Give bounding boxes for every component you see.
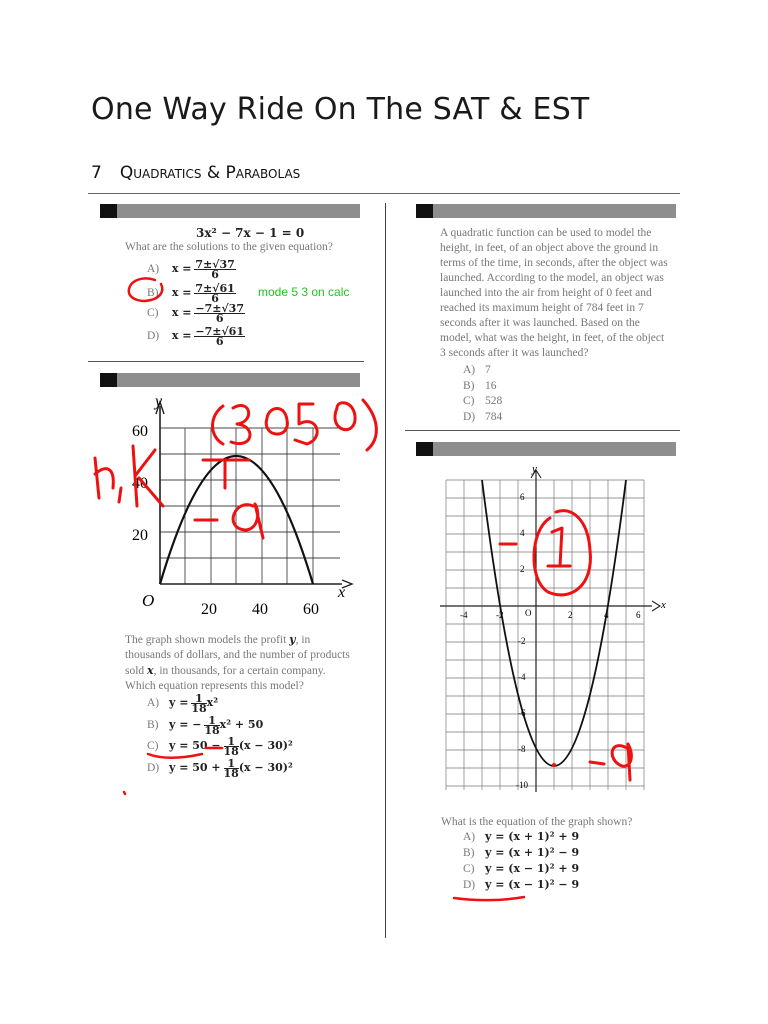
question-number-box xyxy=(416,204,433,218)
q4-choice-a[interactable]: A) y = (x + 1)² + 9 xyxy=(463,830,580,843)
section-title: Quadratics & Parabolas xyxy=(119,163,301,183)
q4-y-label: y xyxy=(532,463,537,475)
q4-y-tick: -4 xyxy=(518,672,526,682)
question-number-box xyxy=(100,204,117,218)
q1-choice-c[interactable]: C) x = $\frac{-7\pm√37}{6}$ xyxy=(147,302,244,325)
right-block-divider xyxy=(405,430,680,431)
q4-y-tick: -8 xyxy=(518,744,526,754)
q3-choice-a[interactable]: A) y = $\frac{1}{18}$ x² xyxy=(147,692,219,715)
question-header-bar xyxy=(100,204,360,218)
q4-choice-c[interactable]: C) y = (x − 1)² + 9 xyxy=(463,862,580,875)
q1-prompt: What are the solutions to the given equation? xyxy=(125,241,333,253)
q4-x-tick: 2 xyxy=(568,610,573,620)
q2-choice-c[interactable]: C) 528 xyxy=(463,395,503,407)
q4-handwriting-ink xyxy=(490,500,670,790)
section-number: 7 xyxy=(91,163,102,183)
q4-x-label: x xyxy=(661,599,666,611)
question-header-bar xyxy=(416,204,676,218)
q4-y-tick: -6 xyxy=(518,708,526,718)
q4-y-tick: -2 xyxy=(518,636,526,646)
q4-x-tick: -2 xyxy=(496,610,504,620)
q4-origin-label: O xyxy=(525,608,532,618)
q2-choices xyxy=(463,363,502,425)
q1-choice-b[interactable]: B) x = $\frac{7\pm√61}{6}$ xyxy=(147,282,235,305)
q3-x-tick: 60 xyxy=(303,601,319,618)
q4-prompt: What is the equation of the graph shown? xyxy=(441,816,633,828)
calculator-note: mode 5 3 on calc xyxy=(258,285,350,299)
q3-handwriting-ink xyxy=(85,378,385,568)
q1-choice-a[interactable]: A) x = $\frac{7\pm√37}{6}$ xyxy=(147,258,235,281)
question-header-bar xyxy=(416,442,676,456)
q4-y-tick: 6 xyxy=(520,492,525,502)
q3-prompt: The graph shown models the profit y, in thousands of dollars, and the number of products sold x, in thousands, for a certain company. Which equation represents this model? xyxy=(125,633,350,692)
q3-origin-label: O xyxy=(142,591,155,610)
q4-y-tick: 4 xyxy=(520,528,525,538)
q2-choice-b[interactable]: B) 16 xyxy=(463,379,497,392)
q4-y-tick: 2 xyxy=(520,564,525,574)
q3-choice-d[interactable]: D) y = 50 + $\frac{1}{18}$ (x − 30)² xyxy=(147,757,293,780)
section-heading xyxy=(91,163,300,183)
q3-x-label: x xyxy=(338,584,346,601)
column-divider xyxy=(385,203,386,938)
q3-y-tick: 20 xyxy=(132,527,148,544)
q3-y-tick: 40 xyxy=(132,475,148,492)
left-block-divider xyxy=(88,361,364,362)
q3-answer-underline-ink xyxy=(110,736,240,796)
q2-prompt: A quadratic function can be used to model the height, in feet, of an object above the ground in terms of the time, in seconds, after the object was launched. According to the model, an object was launched into the air from height of 0 feet and reached its maximum height of 784 feet in 7 seconds after it was launched. Based on the model, what was the height, in feet, of the object 3 seconds after it was launched? xyxy=(440,227,668,359)
q1-answer-circle-ink xyxy=(125,276,175,306)
q3-var-y: y xyxy=(289,633,296,646)
section-divider xyxy=(88,193,680,194)
q3-x-tick: 20 xyxy=(201,601,217,618)
q4-choices xyxy=(463,829,579,893)
q3-x-tick: 40 xyxy=(252,601,268,618)
q4-choice-d[interactable]: D) y = (x − 1)² − 9 xyxy=(463,878,580,891)
question-number-box xyxy=(416,442,433,456)
document-title: One Way Ride On The SAT & EST xyxy=(91,92,590,127)
q1-equation: 3x² − 7x − 1 = 0 xyxy=(196,226,305,240)
q4-y-tick: -10 xyxy=(516,780,528,790)
q2-choice-a[interactable]: A) 7 xyxy=(463,364,491,376)
q4-answer-underline-ink xyxy=(448,892,538,906)
q2-choice-d[interactable]: D) 784 xyxy=(463,410,503,423)
q4-x-tick: -4 xyxy=(460,610,468,620)
q3-y-tick: 60 xyxy=(132,423,148,440)
q3-choice-c[interactable]: C) y = 50 − $\frac{1}{18}$ (x − 30)² xyxy=(147,735,293,758)
q3-y-label: y xyxy=(155,393,163,410)
q4-x-tick: 4 xyxy=(604,610,609,620)
q3-choice-b[interactable]: B) y = − $\frac{1}{18}$ x² + 50 xyxy=(147,714,264,737)
q3-var-x: x xyxy=(147,664,154,677)
q4-choice-b[interactable]: B) y = (x + 1)² − 9 xyxy=(463,846,580,859)
q4-x-tick: 6 xyxy=(636,610,641,620)
q1-choice-d[interactable]: D) x = $\frac{-7\pm√61}{6}$ xyxy=(147,325,244,348)
